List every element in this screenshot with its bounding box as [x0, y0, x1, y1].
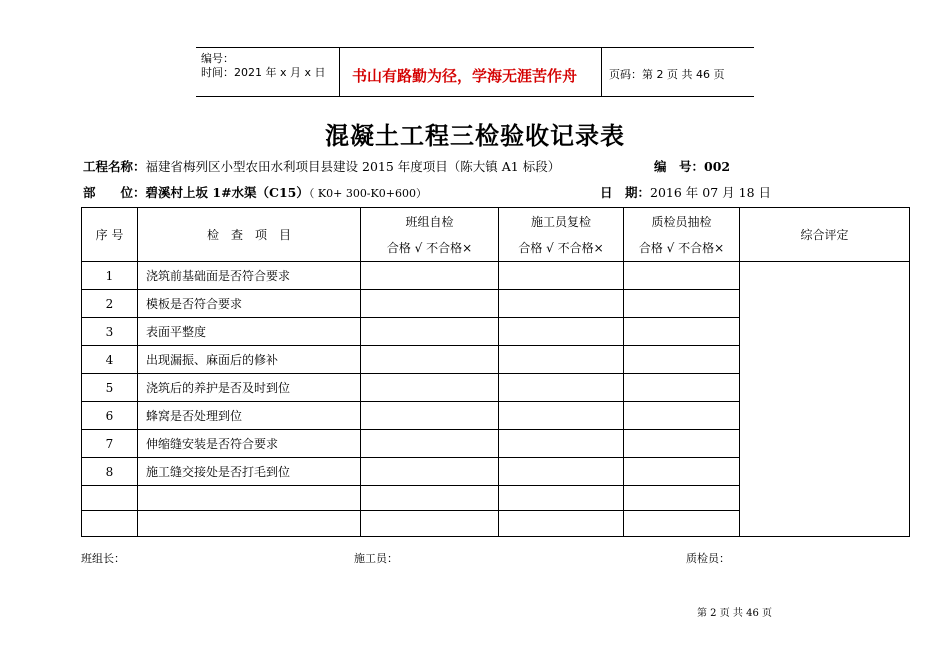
row-number: 5 — [82, 374, 138, 402]
location-range: （ K0+ 300-K0+600） — [308, 187, 427, 200]
qc-check-cell[interactable] — [624, 318, 740, 346]
header-motto: 书山有路勤为径，学海无涯苦作舟 — [352, 67, 578, 85]
builder-check-cell[interactable] — [499, 486, 624, 511]
code-value: 002 — [704, 159, 731, 174]
project-label: 工程名称： — [83, 159, 146, 174]
qc-check-cell[interactable] — [624, 290, 740, 318]
qc-pass-fail: 合格 √ 不合格× — [624, 235, 740, 262]
team-check-cell[interactable] — [361, 458, 499, 486]
team-check-cell[interactable] — [361, 511, 499, 537]
header-page-label: 页码：第 2 页 共 46 页 — [609, 68, 725, 81]
team-check-cell[interactable] — [361, 486, 499, 511]
summary-cell[interactable] — [740, 262, 910, 537]
date-label: 日 期： — [600, 185, 651, 200]
row-number: 7 — [82, 430, 138, 458]
header-builder: 施工员复检 — [499, 208, 624, 235]
builder-check-cell[interactable] — [499, 262, 624, 290]
table-row — [82, 262, 910, 290]
row-number — [82, 486, 138, 511]
qc-check-cell[interactable] — [624, 486, 740, 511]
builder-check-cell[interactable] — [499, 402, 624, 430]
code-row — [654, 157, 730, 175]
row-number: 8 — [82, 458, 138, 486]
header-item: 检 查 项 目 — [138, 208, 361, 262]
team-check-cell[interactable] — [361, 346, 499, 374]
builder-check-cell[interactable] — [499, 458, 624, 486]
row-number — [82, 511, 138, 537]
code-label: 编 号： — [654, 159, 705, 174]
builder-check-cell[interactable] — [499, 374, 624, 402]
table-header-row-1 — [82, 208, 910, 235]
team-check-cell[interactable] — [361, 318, 499, 346]
row-item: 模板是否符合要求 — [138, 290, 361, 318]
location-value: 碧溪村上坂 1#水渠（C15） — [145, 185, 309, 200]
qc-signature: 质检员： — [686, 552, 730, 565]
row-item[interactable] — [138, 511, 361, 537]
page-footer: 第 2 页 共 46 页 — [697, 608, 772, 619]
row-number: 2 — [82, 290, 138, 318]
qc-check-cell[interactable] — [624, 458, 740, 486]
form-title: 混凝土工程三检验收记录表 — [325, 121, 625, 150]
qc-check-cell[interactable] — [624, 374, 740, 402]
row-item: 施工缝交接处是否打毛到位 — [138, 458, 361, 486]
team-pass-fail: 合格 √ 不合格× — [361, 235, 499, 262]
date-row — [600, 183, 771, 201]
row-number: 6 — [82, 402, 138, 430]
team-check-cell[interactable] — [361, 262, 499, 290]
location-label: 部 位： — [83, 185, 146, 200]
header-divider-left — [339, 47, 340, 97]
builder-pass-fail: 合格 √ 不合格× — [499, 235, 624, 262]
row-item: 浇筑前基础面是否符合要求 — [138, 262, 361, 290]
header-qc: 质检员抽检 — [624, 208, 740, 235]
builder-check-cell[interactable] — [499, 290, 624, 318]
team-check-cell[interactable] — [361, 374, 499, 402]
inspection-table — [81, 207, 910, 537]
header-top-rule — [196, 47, 754, 48]
row-number: 3 — [82, 318, 138, 346]
header-time-label: 时间：2021 年 x 月 x 日 — [201, 66, 326, 79]
builder-check-cell[interactable] — [499, 511, 624, 537]
header-bottom-rule — [196, 96, 754, 97]
project-row — [83, 157, 560, 175]
date-value: 2016 年 07 月 18 日 — [650, 185, 772, 200]
team-check-cell[interactable] — [361, 430, 499, 458]
project-value: 福建省梅列区小型农田水利项目县建设 2015 年度项目（陈大镇 A1 标段） — [145, 159, 561, 174]
row-item: 表面平整度 — [138, 318, 361, 346]
row-item: 出现漏振、麻面后的修补 — [138, 346, 361, 374]
team-check-cell[interactable] — [361, 290, 499, 318]
builder-check-cell[interactable] — [499, 346, 624, 374]
qc-check-cell[interactable] — [624, 511, 740, 537]
row-item[interactable] — [138, 486, 361, 511]
qc-check-cell[interactable] — [624, 402, 740, 430]
team-check-cell[interactable] — [361, 402, 499, 430]
builder-check-cell[interactable] — [499, 430, 624, 458]
qc-check-cell[interactable] — [624, 262, 740, 290]
row-number: 1 — [82, 262, 138, 290]
header-number-label: 编号： — [201, 52, 234, 65]
row-number: 4 — [82, 346, 138, 374]
qc-check-cell[interactable] — [624, 430, 740, 458]
location-row — [83, 183, 427, 201]
header-divider-right — [601, 47, 602, 97]
team-leader-signature: 班组长： — [81, 552, 125, 565]
header-seq: 序 号 — [82, 208, 138, 262]
row-item: 浇筑后的养护是否及时到位 — [138, 374, 361, 402]
header-team: 班组自检 — [361, 208, 499, 235]
row-item: 蜂窝是否处理到位 — [138, 402, 361, 430]
qc-check-cell[interactable] — [624, 346, 740, 374]
builder-check-cell[interactable] — [499, 318, 624, 346]
builder-signature: 施工员： — [354, 552, 398, 565]
row-item: 伸缩缝安装是否符合要求 — [138, 430, 361, 458]
header-summary: 综合评定 — [740, 208, 910, 262]
